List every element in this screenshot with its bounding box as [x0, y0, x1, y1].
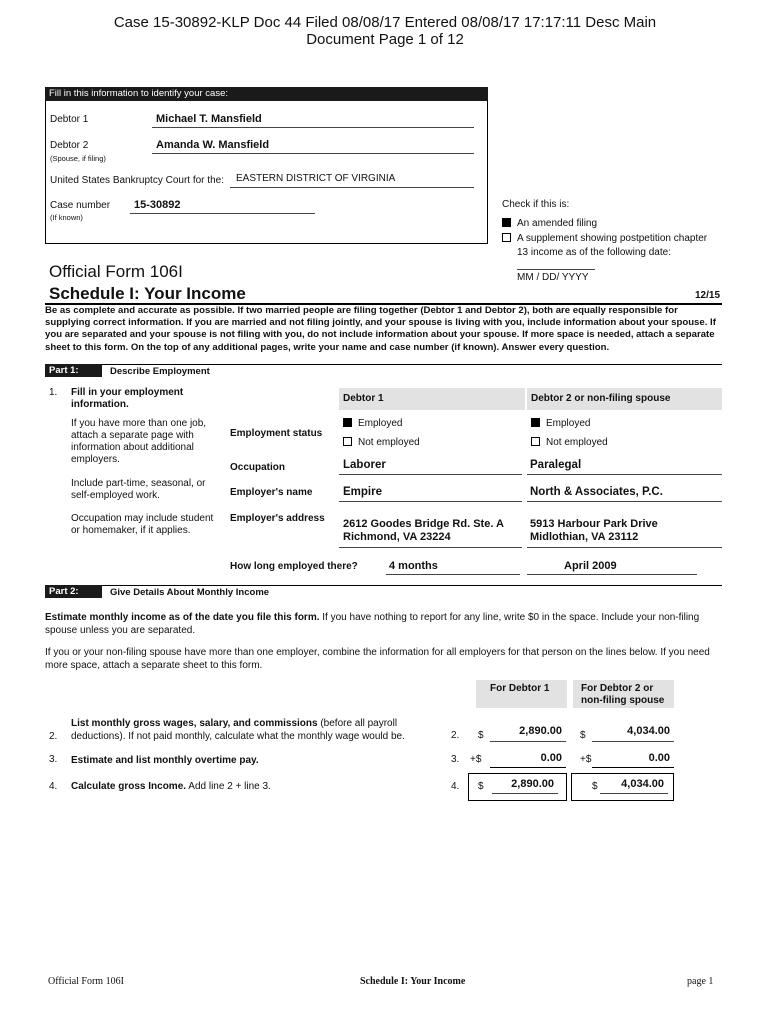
amended-filing-option[interactable] — [502, 218, 597, 229]
court-field[interactable]: EASTERN DISTRICT OF VIRGINIA — [230, 173, 474, 188]
date-format-hint: MM / DD/ YYYY — [517, 272, 589, 283]
line4-desc-rest: Add line 2 + line 3. — [186, 781, 271, 792]
line4-d2-amount[interactable]: 4,034.00 — [600, 778, 668, 794]
employer-address-label: Employer's address — [230, 513, 325, 524]
line3-d2-amount[interactable]: 0.00 — [592, 752, 674, 768]
supplement-option[interactable] — [502, 233, 707, 244]
d1-how-long-field[interactable]: 4 months — [386, 560, 520, 575]
line2-desc-rest2: deductions). If not paid monthly, calculate what the monthly wage would be. — [71, 731, 405, 742]
combine-paragraph: If you or your non-filing spouse have more than one employer, combine the information for all employers for that person on the lines below. If you need more space, attach a separate sheet to this form. — [45, 647, 710, 671]
part1-tag: Part 1: — [45, 364, 102, 377]
case-info-bar: Fill in this information to identify your case: — [45, 87, 488, 101]
employer-name-label: Employer's name — [230, 487, 313, 498]
form-title: Schedule I: Your Income — [49, 284, 246, 303]
line3-ref: 3. — [451, 754, 460, 765]
check-if-title: Check if this is: — [502, 199, 570, 210]
q1-title-2: information. — [71, 399, 129, 410]
amended-checkbox[interactable] — [502, 218, 511, 227]
line2-desc — [71, 717, 405, 743]
part1-rule — [45, 364, 722, 365]
estimate-paragraph — [45, 611, 725, 637]
form-revision: 12/15 — [695, 290, 721, 301]
line2-desc-rest1: (before all payroll — [317, 718, 398, 729]
d1-occupation-field[interactable]: Laborer — [339, 459, 522, 475]
line4-d2-currency: $ — [592, 781, 598, 792]
d2-employer-field[interactable]: North & Associates, P.C. — [527, 486, 722, 502]
d2-occupation-field[interactable]: Paralegal — [527, 459, 722, 475]
d2-how-long-field[interactable]: April 2009 — [527, 560, 697, 575]
amended-label: An amended filing — [517, 218, 598, 229]
d2-not-employed-option[interactable] — [531, 437, 608, 448]
income-col-debtor2-line2: non-filing spouse — [581, 695, 665, 706]
line3-desc: Estimate and list monthly overtime pay. — [71, 755, 259, 766]
case-header-line2: Document Page 1 of 12 — [306, 31, 464, 48]
d1-not-employed-label: Not employed — [358, 437, 420, 448]
part2-title: Give Details About Monthly Income — [110, 587, 270, 598]
occupation-label: Occupation — [230, 462, 286, 473]
footer-form-name: Official Form 106I — [48, 976, 124, 987]
case-number-label: Case number — [50, 200, 111, 211]
line4-num: 4. — [49, 781, 58, 792]
supplement-date-field[interactable] — [517, 259, 595, 270]
case-number-field[interactable]: 15-30892 — [130, 199, 315, 214]
d2-employed-label: Employed — [546, 418, 591, 429]
line3-d2-currency: +$ — [580, 754, 592, 765]
case-info-box — [45, 87, 488, 244]
part2-rule — [45, 585, 722, 586]
line2-d2-amount[interactable]: 4,034.00 — [592, 725, 674, 742]
estimate-bold: Estimate monthly income as of the date you file this form. — [45, 612, 320, 623]
q1-num: 1. — [49, 387, 58, 398]
d2-employed-option[interactable] — [531, 418, 590, 429]
line4-desc — [71, 781, 271, 792]
d1-employer-field[interactable]: Empire — [339, 486, 522, 502]
line4-d1-amount[interactable]: 2,890.00 — [492, 778, 558, 794]
footer-page: page 1 — [687, 976, 714, 987]
line4-desc-bold: Calculate gross Income. — [71, 781, 187, 792]
q1-help-1: If you have more than one job, attach a separate page with information about additional employers. — [71, 418, 207, 465]
case-number-note: (If known) — [50, 213, 83, 222]
d1-address-line1: 2612 Goodes Bridge Rd. Ste. A — [343, 518, 504, 530]
d1-not-employed-option[interactable] — [343, 437, 420, 448]
form-instructions: Be as complete and accurate as possible. If two married people are filing together (Debtor 1 and Debtor 2), both are equally responsible for supplying correct information. If you are married and not filing jointly, and your spouse is living with you, include information about your spouse. If you are separated and your spouse is not filing with you, do not include information about your spouse. If more space is needed, attach a separate sheet to this form. On the top of any additional pages, write your name and case number (if known). Answer every question. — [45, 305, 716, 353]
q1-help-3: Occupation may include student or homemaker, if it applies. — [71, 513, 214, 536]
footer-title: Schedule I: Your Income — [360, 976, 466, 987]
line2-d1-currency: $ — [478, 730, 484, 741]
line3-d1-amount[interactable]: 0.00 — [490, 752, 566, 768]
part1-title: Describe Employment — [110, 366, 210, 377]
employment-col-debtor1: Debtor 1 — [339, 388, 525, 410]
case-header-line1: Case 15-30892-KLP Doc 44 Filed 08/08/17 Entered 08/08/17 17:17:11 Desc Main — [113, 14, 657, 31]
line4-ref: 4. — [451, 781, 460, 792]
line2-num: 2. — [49, 731, 58, 742]
d1-employed-checkbox[interactable] — [343, 418, 352, 427]
line2-ref: 2. — [451, 730, 460, 741]
employment-status-label: Employment status — [230, 428, 323, 439]
d1-employed-option[interactable] — [343, 418, 402, 429]
supplement-label-1: A supplement showing postpetition chapter — [517, 233, 708, 244]
line2-d2-currency: $ — [580, 730, 586, 741]
how-long-label: How long employed there? — [230, 561, 358, 572]
debtor2-note: (Spouse, if filing) — [50, 154, 106, 163]
line2-d1-amount[interactable]: 2,890.00 — [490, 725, 566, 742]
line4-d1-currency: $ — [478, 781, 484, 792]
d2-address-line2: Midlothian, VA 23112 — [530, 531, 639, 543]
d1-address-line2: Richmond, VA 23224 — [343, 531, 451, 543]
income-col-debtor2 — [573, 680, 674, 708]
line2-desc-bold: List monthly gross wages, salary, and commissions — [71, 718, 318, 729]
supplement-checkbox[interactable] — [502, 233, 511, 242]
d2-not-employed-checkbox[interactable] — [531, 437, 540, 446]
line3-d1-currency: +$ — [470, 754, 482, 765]
income-col-debtor1: For Debtor 1 — [476, 680, 567, 708]
d2-not-employed-label: Not employed — [546, 437, 608, 448]
form-name: Official Form 106I — [49, 262, 183, 281]
court-label: United States Bankruptcy Court for the: — [50, 175, 224, 186]
part2-tag: Part 2: — [45, 585, 102, 598]
q1-title-1: Fill in your employment — [71, 387, 184, 398]
line3-num: 3. — [49, 754, 58, 765]
debtor2-name-field[interactable]: Amanda W. Mansfield — [152, 139, 474, 154]
d2-address-line1: 5913 Harbour Park Drive — [530, 518, 658, 530]
supplement-label-2: 13 income as of the following date: — [517, 247, 671, 258]
d1-employed-label: Employed — [358, 418, 403, 429]
estimate-rest: If you have nothing to report for any line, write $0 in the space. Include your non-filing spouse unless you are separated. — [45, 612, 700, 636]
employment-col-debtor2: Debtor 2 or non-filing spouse — [527, 388, 722, 410]
debtor2-label: Debtor 2 — [50, 140, 89, 151]
d1-not-employed-checkbox[interactable] — [343, 437, 352, 446]
d2-employed-checkbox[interactable] — [531, 418, 540, 427]
debtor1-label: Debtor 1 — [50, 114, 89, 125]
income-col-debtor2-line1: For Debtor 2 or — [581, 683, 654, 694]
debtor1-name-field[interactable]: Michael T. Mansfield — [152, 113, 474, 128]
q1-help-2: Include part-time, seasonal, or self-employed work. — [71, 478, 206, 501]
